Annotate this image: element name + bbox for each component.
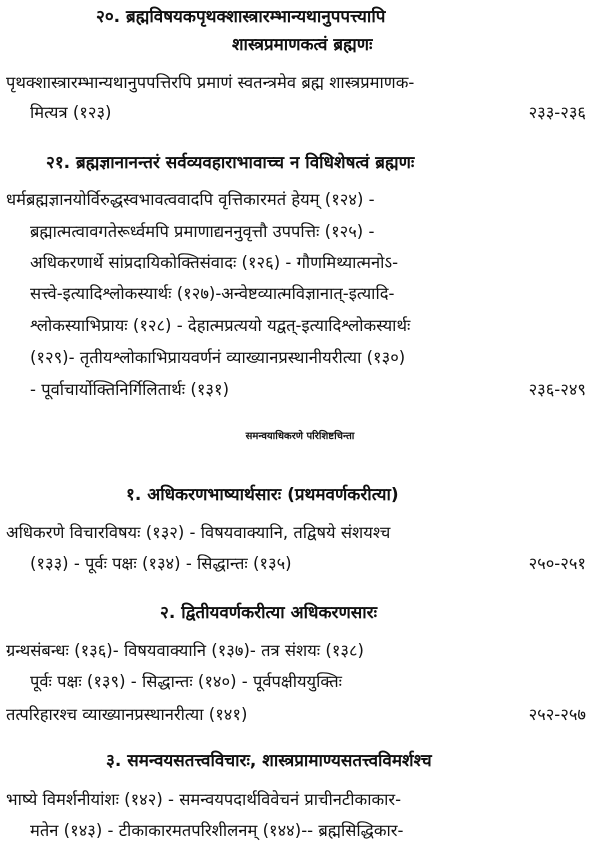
- page-range: २५२-२५७: [528, 705, 586, 724]
- section-heading: २१. ब्रह्मज्ञानानन्तरं सर्वव्यवहाराभावाच्च न विधिशेषत्वं ब्रह्मणः: [46, 153, 415, 173]
- entry-line: धर्मब्रह्मज्ञानयोर्विरुद्धस्वभावत्ववादपि वृत्तिकारमतं हेयम् (१२४) -: [6, 190, 375, 209]
- entry-line: ब्रह्मात्मत्वावगतेरूर्ध्वमपि प्रमाणाद्यननुवृत्तौ उपपत्तिः (१२५) -: [30, 222, 375, 241]
- section-heading: २०. ब्रह्मविषयकपृथक्शास्त्रारम्भान्यथानुपपत्त्यापि: [96, 7, 386, 27]
- entry-line: मतेन (१४३) - टीकाकारमतपरिशीलनम् (१४४)-- ब्रह्मसिद्धिकार-: [30, 821, 404, 840]
- entry-line: तत्परिहारश्च व्याख्यानप्रस्थानरीत्या (१४१): [6, 705, 248, 724]
- page-range: २३३-२३६: [528, 103, 586, 122]
- entry-line: (१२९)- तृतीयश्लोकाभिप्रायवर्णनं व्याख्यानप्रस्थानीयरीत्या (१३०): [30, 348, 406, 367]
- page-range: २३६-२४९: [528, 380, 586, 399]
- entry-line: - पूर्वाचार्योक्तिनिर्गिलितार्थः (१३१): [30, 380, 230, 399]
- section-heading-line2: शास्त्रप्रमाणकत्वं ब्रह्मणः: [232, 35, 373, 55]
- section-heading: १. अधिकरणभाष्यार्थसारः (प्रथमवर्णकरीत्या): [126, 485, 399, 505]
- entry-line: मित्यत्र (१२३): [30, 103, 112, 122]
- entry-line: सत्त्वे-इत्यादिश्लोकस्यार्थः (१२७)-अन्वेष्टव्यात्मविज्ञानात्-इत्यादि-: [30, 284, 395, 303]
- entry-line: अधिकरणार्थे सांप्रदायिकोक्तिसंवादः (१२६) - गौणमिथ्यात्मनोऽ-: [30, 253, 399, 272]
- entry-line: भाष्ये विमर्शनीयांशः (१४२) - समन्वयपदार्थविवेचनं प्राचीनटीकाकार-: [6, 790, 402, 809]
- entry-line: अधिकरणे विचारविषयः (१३२) - विषयवाक्यानि, तद्विषये संशयश्च: [6, 523, 391, 542]
- entry-line: पृथक्शास्त्रारम्भान्यथानुपपत्तिरपि प्रमाणं स्वतन्त्रमेव ब्रह्म शास्त्रप्रमाणक-: [6, 73, 415, 92]
- entry-line: पूर्वः पक्षः (१३९) - सिद्धान्तः (१४०) - पूर्वपक्षीययुक्तिः: [30, 672, 342, 691]
- appendix-title: समन्वयाधिकरणे परिशिष्टचिन्ता: [245, 431, 355, 442]
- section-heading: ३. समन्वयसतत्त्वविचारः, शास्त्रप्रामाण्यसतत्त्वविमर्शश्च: [106, 751, 432, 771]
- section-heading: २. द्वितीयवर्णकरीत्या अधिकरणसारः: [160, 603, 378, 623]
- entry-line: (१३३) - पूर्वः पक्षः (१३४) - सिद्धान्तः (१३५): [30, 554, 292, 573]
- entry-line: श्लोकस्याभिप्रायः (१२८) - देहात्मप्रत्ययो यद्वत्-इत्यादिश्लोकस्यार्थः: [30, 316, 411, 335]
- page-range: २५०-२५१: [528, 554, 586, 573]
- entry-line: ग्रन्थसंबन्धः (१३६)- विषयवाक्यानि (१३७)- तत्र संशयः (१३८): [6, 641, 364, 660]
